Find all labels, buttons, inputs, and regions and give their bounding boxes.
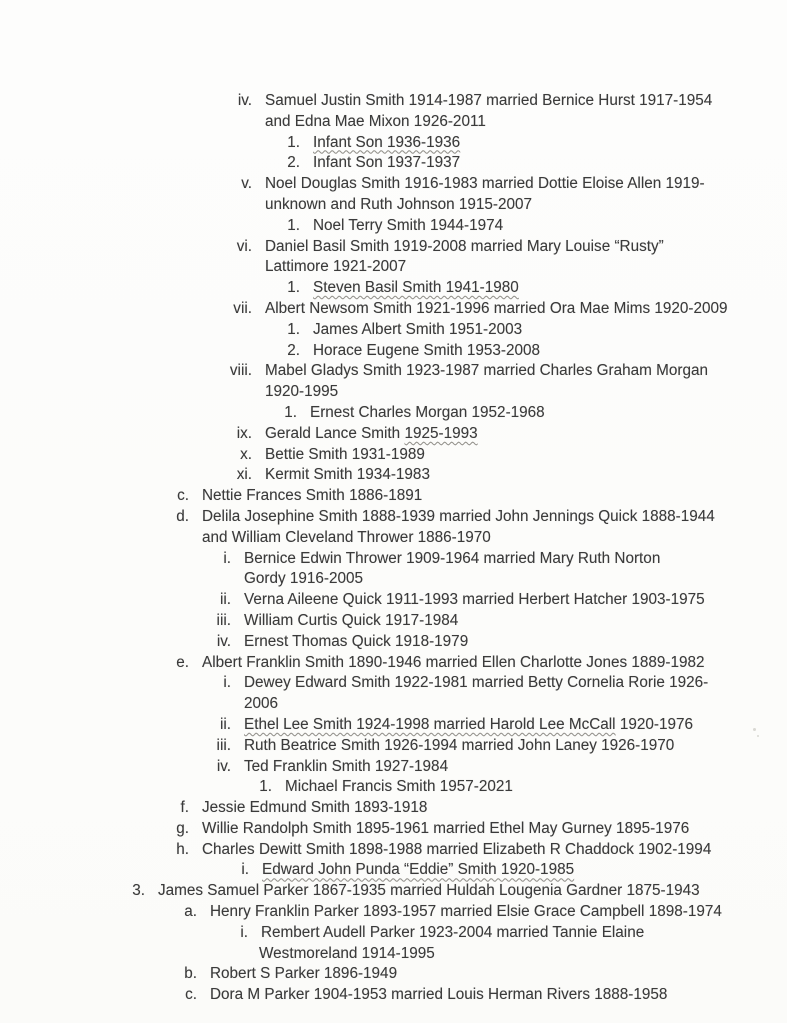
list-marker: iii. [216, 736, 231, 754]
list-marker: 1. [287, 320, 300, 338]
wavy-underlined-text: 1925-1993 [404, 424, 478, 442]
list-item-text: Horace Eugene Smith 1953-2008 [313, 341, 541, 359]
wavy-underlined-text: Steven Basil Smith 1941-1980 [313, 279, 519, 297]
outline-row [0, 694, 787, 715]
outline-row [0, 715, 787, 736]
scan-artifact-speck [753, 728, 756, 731]
outline-row [0, 860, 787, 881]
outline-row [0, 569, 787, 590]
outline-row [0, 944, 787, 965]
list-marker: 1. [284, 403, 297, 421]
list-item-text: Westmoreland 1914-1995 [259, 944, 435, 962]
scan-artifact-speck [757, 735, 759, 737]
list-marker: x. [240, 445, 252, 463]
list-marker: iii. [216, 611, 231, 629]
list-marker: h. [176, 840, 189, 858]
list-item-text: James Albert Smith 1951-2003 [313, 320, 523, 338]
list-item-text: and William Cleveland Thrower 1886-1970 [202, 528, 491, 546]
list-item-text [313, 133, 460, 154]
list-item-text: Gordy 1916-2005 [244, 570, 364, 588]
list-item-text: Mabel Gladys Smith 1923-1987 married Charles Graham Morgan [265, 362, 708, 380]
list-marker: 1. [259, 778, 272, 796]
list-item-text: Jessie Edmund Smith 1893-1918 [202, 799, 428, 817]
list-marker: ix. [236, 424, 252, 442]
list-item-text: Delila Josephine Smith 1888-1939 married John Jennings Quick 1888-1944 [202, 507, 715, 525]
list-item-text: 2006 [244, 695, 279, 713]
list-item-text: Ethel Lee Smith 1924-1998 married Harold Lee McCall 1920-1976 [244, 715, 693, 733]
outline-row [0, 257, 787, 278]
outline-row [0, 507, 787, 528]
outline-row [0, 736, 787, 757]
list-marker: i. [223, 674, 231, 692]
list-item-text: Ernest Thomas Quick 1918-1979 [244, 632, 469, 650]
list-item-text: William Curtis Quick 1917-1984 [244, 611, 459, 629]
outline-row [0, 819, 787, 840]
list-item-text [262, 860, 574, 881]
list-marker: v. [241, 175, 252, 193]
list-marker: i. [240, 923, 248, 941]
list-item-text: Charles Dewitt Smith 1898-1988 married Elizabeth R Chaddock 1902-1994 [202, 840, 712, 858]
list-item-text: Ernest Charles Morgan 1952-1968 [310, 403, 545, 421]
wavy-underlined-text: Edward John Punda “Eddie” Smith 1920-1985 [262, 861, 575, 879]
outline-row [0, 153, 787, 174]
outline-row [0, 112, 787, 133]
list-marker: 3. [132, 882, 145, 900]
outline-row [0, 632, 787, 653]
list-item-text: Bernice Edwin Thrower 1909-1964 married Mary Ruth Norton [244, 549, 661, 567]
outline-row [0, 382, 787, 403]
list-item-text: Samuel Justin Smith 1914-1987 married Bernice Hurst 1917-1954 [265, 92, 713, 109]
list-marker: 2. [287, 154, 300, 172]
outline-row [0, 445, 787, 466]
list-marker: g. [176, 819, 189, 837]
list-marker: 2. [287, 341, 300, 359]
list-item-text: Lattimore 1921-2007 [265, 258, 407, 276]
outline-row [0, 133, 787, 154]
outline-row [0, 320, 787, 341]
outline-row [0, 278, 787, 299]
list-marker: viii. [229, 362, 252, 380]
outline-row [0, 881, 787, 902]
list-item-text: Dewey Edward Smith 1922-1981 married Betty Cornelia Rorie 1926- [244, 674, 709, 692]
outline-row [0, 486, 787, 507]
list-marker: xi. [236, 466, 252, 484]
list-item-text: Willie Randolph Smith 1895-1961 married Ethel May Gurney 1895-1976 [202, 819, 690, 837]
list-marker: d. [176, 507, 189, 525]
list-marker: c. [185, 986, 197, 1004]
list-marker: a. [184, 903, 197, 921]
list-marker: e. [176, 653, 189, 671]
list-item-text: Albert Franklin Smith 1890-1946 married Ellen Charlotte Jones 1889-1982 [202, 653, 705, 671]
outline-row [0, 673, 787, 694]
list-marker: c. [177, 487, 189, 505]
outline-row [0, 341, 787, 362]
list-item-text: Noel Douglas Smith 1916-1983 married Dottie Eloise Allen 1919- [265, 175, 705, 193]
outline-row [0, 361, 787, 382]
outline-row [0, 216, 787, 237]
list-marker: 1. [287, 133, 300, 151]
list-item-text: 1920-1995 [265, 383, 339, 401]
list-item-text: unknown and Ruth Johnson 1915-2007 [265, 195, 533, 213]
list-marker: iv. [237, 92, 252, 109]
list-item-text [313, 278, 519, 299]
outline-row [0, 424, 787, 445]
outline-row [0, 237, 787, 258]
list-item-text: Albert Newsom Smith 1921-1996 married Ora Mae Mims 1920-2009 [265, 299, 728, 317]
outline-row [0, 985, 787, 1006]
list-item-text: Robert S Parker 1896-1949 [210, 965, 398, 983]
outline-row [0, 174, 787, 195]
outline-row [0, 923, 787, 944]
list-marker: iv. [216, 632, 231, 650]
list-item-text: Daniel Basil Smith 1919-2008 married Mary Louise “Rusty” [265, 237, 664, 255]
outline-row [0, 91, 787, 112]
list-marker: 1. [287, 279, 300, 297]
list-marker: ii. [219, 591, 231, 609]
list-item-text: Noel Terry Smith 1944-1974 [313, 216, 504, 234]
list-marker: ii. [219, 715, 231, 733]
list-marker: iv. [216, 757, 231, 775]
outline-row [0, 299, 787, 320]
outline-row [0, 840, 787, 861]
genealogy-outline-list [0, 91, 787, 1006]
list-marker: i. [241, 861, 249, 879]
list-marker: b. [184, 965, 197, 983]
wavy-underlined-text: Infant Son 1936-1936 [313, 133, 461, 151]
list-marker: vii. [233, 299, 252, 317]
list-item-text: Rembert Audell Parker 1923-2004 married Tannie Elaine [261, 923, 645, 941]
list-marker: vi. [236, 237, 252, 255]
list-item-text: Nettie Frances Smith 1886-1891 [202, 487, 423, 505]
list-item-text: Gerald Lance Smith 1925-1993 [265, 424, 478, 442]
outline-row [0, 757, 787, 778]
outline-row [0, 195, 787, 216]
outline-row [0, 798, 787, 819]
list-item-text: Ruth Beatrice Smith 1926-1994 married John Laney 1926-1970 [244, 736, 675, 754]
outline-row [0, 465, 787, 486]
list-item-text: Kermit Smith 1934-1983 [265, 466, 430, 484]
list-item-text: Ted Franklin Smith 1927-1984 [244, 757, 449, 775]
list-marker: i. [223, 549, 231, 567]
outline-row [0, 528, 787, 549]
list-item-text: Infant Son 1937-1937 [313, 154, 461, 172]
list-marker: 1. [287, 216, 300, 234]
wavy-underlined-text: Ethel Lee Smith 1924-1998 married Harold Lee McCall [244, 715, 616, 733]
list-item-text: James Samuel Parker 1867-1935 married Huldah Lougenia Gardner 1875-1943 [158, 882, 700, 900]
outline-row [0, 902, 787, 923]
list-item-text: Michael Francis Smith 1957-2021 [285, 778, 513, 796]
list-item-text: Verna Aileene Quick 1911-1993 married Herbert Hatcher 1903-1975 [244, 591, 705, 609]
list-item-text: Bettie Smith 1931-1989 [265, 445, 425, 463]
outline-row [0, 549, 787, 570]
list-item-text: Dora M Parker 1904-1953 married Louis Herman Rivers 1888-1958 [210, 986, 668, 1004]
outline-row [0, 403, 787, 424]
outline-row [0, 653, 787, 674]
outline-row [0, 964, 787, 985]
outline-row [0, 777, 787, 798]
list-item-text: Henry Franklin Parker 1893-1957 married Elsie Grace Campbell 1898-1974 [210, 903, 722, 921]
outline-row [0, 611, 787, 632]
list-item-text: and Edna Mae Mixon 1926-2011 [265, 112, 486, 130]
list-marker: f. [180, 799, 189, 817]
outline-row [0, 590, 787, 611]
